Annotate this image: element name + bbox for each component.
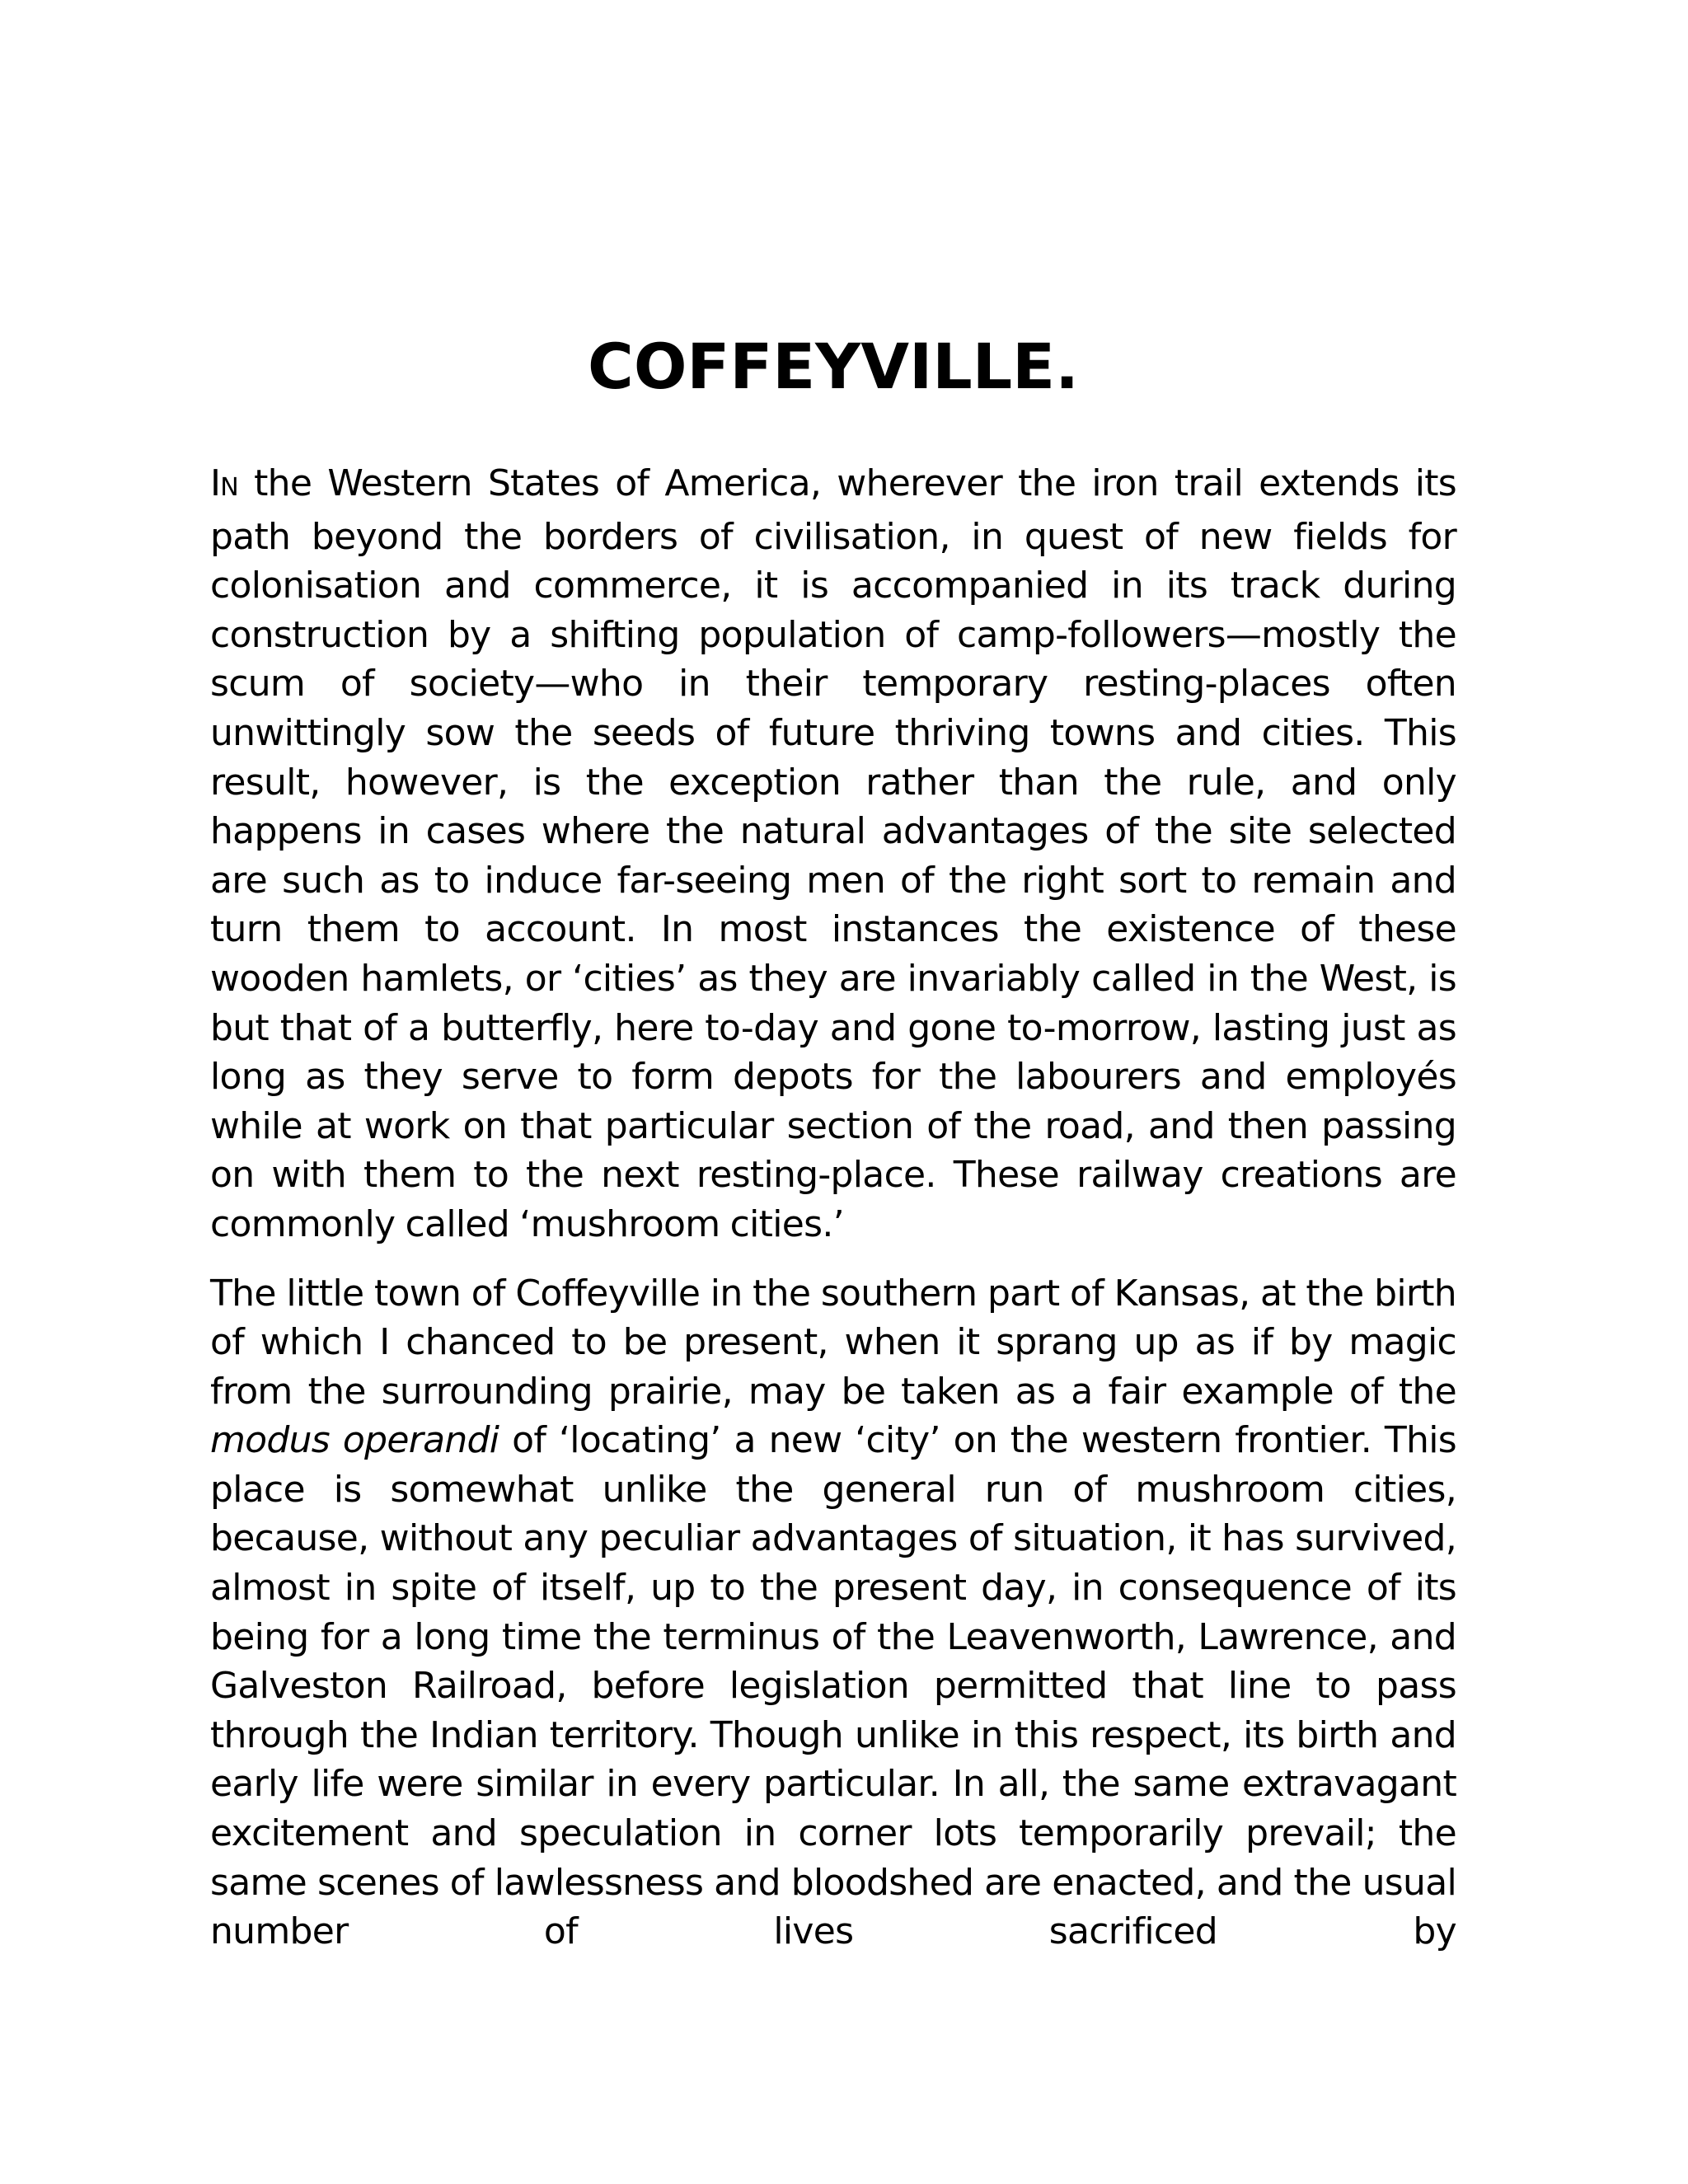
italic-phrase: modus operandi: [210, 1419, 499, 1462]
paragraph-2: [210, 1269, 1456, 1957]
opening-letter-small: N: [220, 473, 239, 502]
opening-letter: I: [210, 462, 221, 504]
paragraph-2-text-start: The little town of Coffeyville in the southern part of Kansas, at the birth of which I chanced to be present, when it sprang up as if by magic from the surrounding prairie, may be taken as a fair example of the: [210, 1272, 1456, 1413]
paragraph-2-text-end: of ‘locating’ a new ‘city’ on the western frontier. This place is somewhat unlike the general run of mushroom cities, because, without any peculiar advantages of situation, it has survived, almost in spite of itself, up to the present day, in consequence of its being for a long time the terminus of the Leavenworth, Lawrence, and Galveston Railroad, before legislation permitted that line to pass through the Indian territory. Though unlike in this respect, its birth and early life were similar in every particular. In all, the same extravagant excitement and speculation in corner lots temporarily prevail; the same scenes of lawlessness and bloodshed are enacted, and the usual number of lives sacrificed by: [210, 1419, 1456, 1953]
chapter-title: COFFEYVILLE.: [588, 330, 1079, 403]
small-caps-opening: [210, 462, 238, 504]
paragraph-1: [210, 459, 1456, 1249]
document-body: [210, 326, 1456, 1957]
paragraph-1-text: the Western States of America, wherever the iron trail extends its path beyond the borders of civilisation, in quest of new fields for colonisation and commerce, it is accompanied in its track during construction by a shifting population of camp-followers—mostly the scum of society—who in their temporary resting-places often unwittingly sow the seeds of future thriving towns and cities. This result, however, is the exception rather than the rule, and only happens in cases where the natural advantages of the site selected are such as to induce far-seeing men of the right sort to remain and turn them to account. In most instances the existence of these wooden hamlets, or ‘cities’ as they are invariably called in the West, is but that of a butterfly, here to-day and gone to-morrow, lasting just as long as they serve to form depots for the labourers and employés while at work on that particular section of the road, and then passing on with them to the next resting-place. These railway creations are commonly called ‘mushroom cities.’: [210, 462, 1456, 1245]
